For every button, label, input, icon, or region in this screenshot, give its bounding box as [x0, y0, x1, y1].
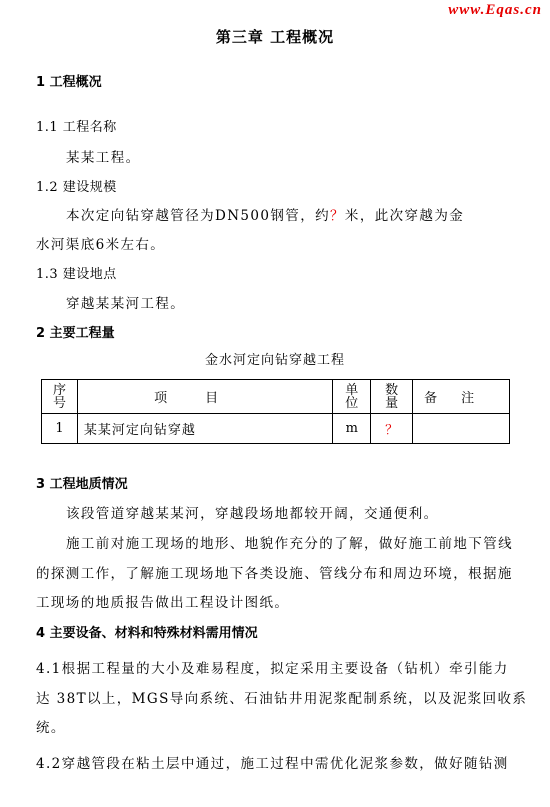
section-1-2-body-line-2: 水河渠底6米左右。 — [36, 237, 166, 253]
section-1-1-body: 某某工程。 — [66, 150, 141, 166]
chapter-title: 第三章 工程概况 — [215, 28, 335, 46]
table-caption: 金水河定向钻穿越工程 — [204, 353, 345, 368]
header-note: 备注 — [413, 380, 510, 414]
header-item: 项目 — [77, 380, 332, 414]
section-1-1-heading: 1.1 工程名称 — [36, 120, 117, 135]
table-header-row — [42, 380, 510, 414]
header-unit: 单 位 — [333, 380, 371, 414]
cell-unit: m — [333, 414, 371, 444]
section-1-2-body-part-a: 本次定向钻穿越管径为DN500钢管，约 — [66, 208, 331, 224]
quantity-table — [41, 379, 510, 444]
watermark: www.Eqas.cn — [448, 2, 542, 18]
header-index: 序 号 — [42, 380, 78, 414]
section-1-3-heading: 1.3 建设地点 — [36, 267, 117, 282]
section-4-2-line-1: 4.2穿越管段在粘土层中通过，施工过程中需优化泥浆参数，做好随钻测 — [36, 756, 509, 772]
section-3-heading: 3 工程地质情况 — [36, 477, 128, 492]
section-1-2-body-part-b: 米，此次穿越为金 — [344, 208, 465, 224]
unknown-length-mark: ？ — [330, 208, 345, 224]
table-row — [42, 414, 510, 444]
section-4-heading: 4 主要设备、材料和特殊材料需用情况 — [36, 626, 258, 641]
section-3-paragraph-1: 该段管道穿越某某河，穿越段场地都较开阔，交通便利。 — [66, 506, 439, 522]
section-4-1-line-3: 统。 — [36, 720, 66, 736]
section-2-heading: 2 主要工程量 — [36, 326, 115, 341]
cell-index: 1 — [42, 414, 78, 444]
cell-note — [413, 414, 510, 444]
section-3-paragraph-2-line-2: 的探测工作，了解施工现场地下各类设施、管线分布和周边环境，根据施 — [36, 566, 513, 582]
section-4-1-line-1: 4.1根据工程量的大小及难易程度，拟定采用主要设备（钻机）牵引能力 — [36, 661, 509, 677]
section-3-paragraph-2-line-3: 工现场的地质报告做出工程设计图纸。 — [36, 595, 290, 611]
header-quantity: 数 量 — [371, 380, 413, 414]
section-4-1-line-2: 达 38T以上，MGS导向系统、石油钻井用泥浆配制系统，以及泥浆回收系 — [36, 691, 528, 707]
cell-item: 某某河定向钻穿越 — [77, 414, 332, 444]
cell-quantity: ？ — [371, 414, 413, 444]
section-1-heading: 1 工程概况 — [36, 75, 102, 90]
section-1-2-body-line-1 — [66, 204, 464, 224]
section-1-2-heading: 1.2 建设规模 — [36, 180, 117, 195]
section-1-3-body: 穿越某某河工程。 — [66, 296, 186, 312]
section-3-paragraph-2-line-1: 施工前对施工现场的地形、地貌作充分的了解，做好施工前地下管线 — [66, 536, 513, 552]
